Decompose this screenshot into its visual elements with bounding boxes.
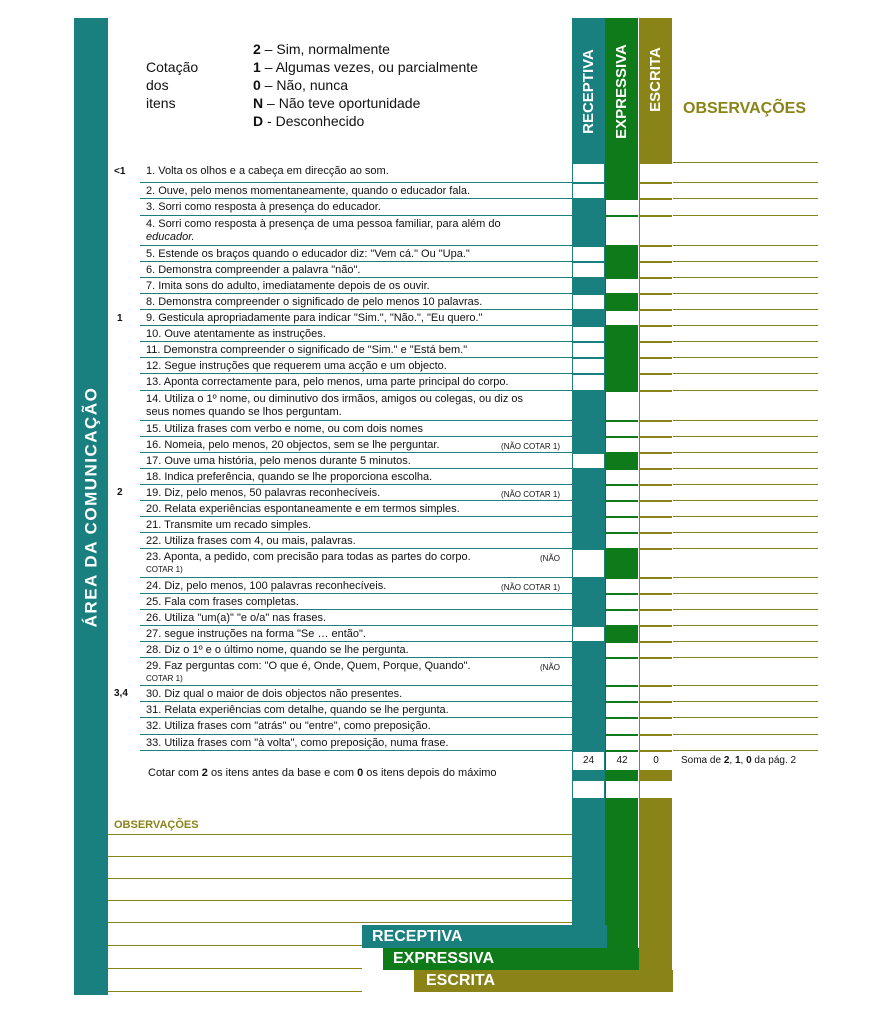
item-text: 19. Diz, pelo menos, 50 palavras reconhecíveis. [146, 487, 381, 499]
observacao-line [673, 215, 818, 216]
soma-note: Soma de 2, 1, 0 da pág. 2 [681, 755, 797, 766]
score-cell[interactable] [640, 703, 672, 717]
item-row [146, 393, 566, 421]
observacao-line [673, 261, 818, 262]
item-row [146, 688, 566, 702]
score-cell[interactable] [606, 736, 638, 750]
item-row [146, 312, 566, 326]
row-divider [140, 357, 572, 358]
extra-expressiva-cell [606, 781, 638, 798]
area-label-container [74, 18, 108, 995]
item-row [146, 503, 566, 517]
item-row [146, 248, 566, 262]
score-cell[interactable] [606, 534, 638, 548]
score-cell[interactable] [640, 659, 672, 685]
item-text: 31. Relata experiências com detalhe, quando se lhe pergunta. [146, 704, 449, 716]
item-text: 16. Nomeia, pelo menos, 20 objectos, sem se lhe perguntar. [146, 439, 440, 451]
score-cell[interactable] [606, 518, 638, 532]
score-cell[interactable] [606, 502, 638, 516]
score-cell[interactable] [573, 327, 604, 341]
row-divider [140, 277, 572, 278]
score-cell[interactable] [606, 279, 638, 293]
observacao-line [673, 420, 818, 421]
score-cell[interactable] [573, 263, 604, 277]
observacao-line [673, 373, 818, 374]
item-row [146, 344, 566, 358]
item-row [146, 580, 566, 594]
bottom-observacoes-title: OBSERVAÇÕES [114, 819, 199, 831]
score-cell[interactable] [606, 200, 638, 215]
row-divider [140, 734, 572, 735]
item-text: 23. Aponta, a pedido, com precisão para todas as partes do corpo. [146, 551, 471, 563]
item-text: 17. Ouve uma história, pelo menos durante 5 minutos. [146, 455, 411, 467]
item-note: (NÃO [540, 663, 560, 672]
row-divider [140, 685, 572, 686]
item-text: 9. Gesticula apropriadamente para indicar "Sim.", "Não.", "Eu quero." [146, 312, 483, 324]
bottom-observacao-line [108, 878, 572, 879]
item-note: (NÃO COTAR 1) [501, 442, 560, 451]
item-row [146, 487, 566, 501]
bottom-observacao-line [108, 991, 362, 992]
observacoes-header: OBSERVAÇÕES [683, 100, 806, 117]
score-cell[interactable] [640, 200, 672, 215]
item-note: (NÃO COTAR 1) [501, 583, 560, 592]
row-divider [140, 750, 572, 751]
score-cell[interactable] [573, 627, 604, 641]
score-cell[interactable] [606, 217, 638, 245]
observacao-line [673, 734, 818, 735]
row-divider [140, 293, 572, 294]
legend-entry: 2 – Sim, normalmente [253, 41, 390, 57]
legend-entry: 1 – Algumas vezes, ou parcialmente [253, 59, 478, 75]
observacao-line [673, 325, 818, 326]
observacao-line [673, 701, 818, 702]
score-cell[interactable] [606, 486, 638, 500]
score-cell[interactable] [640, 359, 672, 373]
item-row [146, 439, 566, 453]
score-cell[interactable] [640, 518, 672, 532]
bottom-observacao-line [108, 968, 362, 969]
score-cell[interactable] [640, 375, 672, 390]
score-cell[interactable] [640, 502, 672, 516]
observacao-line [673, 516, 818, 517]
legend-label: Cotação dos itens [146, 59, 199, 111]
score-cell[interactable] [640, 392, 672, 420]
item-row [146, 471, 566, 485]
cotar-note: Cotar com 2 os itens antes da base e com 0 os itens depois do máximo [148, 767, 497, 779]
score-cell[interactable] [606, 659, 638, 685]
item-text: 13. Aponta correctamente para, pelo menos, uma parte principal do corpo. [146, 376, 509, 388]
item-text: 21. Transmite um recado simples. [146, 519, 312, 531]
score-cell[interactable] [640, 687, 672, 701]
item-text: 30. Diz qual o maior de dois objectos não presentes. [146, 688, 403, 700]
row-divider [140, 215, 572, 216]
item-row [146, 535, 566, 549]
area-label: ÁREA DA COMUNICAÇÃO [81, 386, 100, 627]
observacao-line [673, 532, 818, 533]
item-row [146, 455, 566, 469]
row-divider [140, 198, 572, 199]
observacao-line [673, 625, 818, 626]
score-cell[interactable] [640, 486, 672, 500]
item-text: 24. Diz, pelo menos, 100 palavras reconhecíveis. [146, 580, 387, 592]
item-text-continued: COTAR 1) [146, 673, 183, 683]
expressiva-header: EXPRESSIVA [613, 44, 631, 139]
item-row [146, 551, 566, 578]
item-text: 18. Indica preferência, quando se lhe proporciona escolha. [146, 471, 433, 483]
score-cell[interactable] [640, 611, 672, 625]
legend-entry: 0 – Não, nunca [253, 77, 348, 93]
score-cell[interactable] [606, 392, 638, 420]
row-divider [140, 641, 572, 642]
row-divider [140, 245, 572, 246]
item-text: 3. Sorri como resposta à presença do educador. [146, 201, 381, 213]
row-divider [140, 701, 572, 702]
score-cell[interactable] [573, 359, 604, 373]
total-receptiva: 24 [582, 755, 595, 766]
row-divider [140, 373, 572, 374]
observacao-line [673, 390, 818, 391]
item-row [146, 264, 566, 278]
score-cell[interactable] [640, 550, 672, 577]
item-text: 29. Faz perguntas com: "O que é, Onde, Quem, Porque, Quando". [146, 660, 471, 672]
score-cell[interactable] [573, 454, 604, 468]
observacao-line [673, 436, 818, 437]
row-divider [140, 516, 572, 517]
score-cell[interactable] [640, 184, 672, 198]
item-row [146, 720, 566, 735]
score-cell[interactable] [640, 422, 672, 436]
item-text: 11. Demonstra compreender o significado de "Sim." e "Está bem." [146, 344, 468, 356]
item-text: 2. Ouve, pelo menos momentaneamente, quando o educador fala. [146, 185, 471, 197]
observacao-line [673, 577, 818, 578]
score-cell[interactable] [573, 164, 604, 182]
score-cell[interactable] [640, 736, 672, 750]
item-text: 14. Utiliza o 1º nome, ou diminutivo dos irmãos, amigos ou colegas, ou diz os [146, 393, 523, 405]
item-text-continued: educador. [146, 230, 195, 243]
row-divider [140, 625, 572, 626]
score-cell[interactable] [640, 719, 672, 734]
observacao-line [673, 162, 818, 163]
item-text: 27. segue instruções na forma "Se … então". [146, 628, 366, 640]
receptiva-header: RECEPTIVA [580, 49, 598, 134]
score-cell[interactable] [573, 247, 604, 261]
score-cell[interactable] [640, 627, 672, 641]
score-cell[interactable] [640, 295, 672, 309]
bottom-observacao-line [108, 856, 572, 857]
item-row [146, 596, 566, 610]
observacao-line [673, 468, 818, 469]
bottom-observacao-line [108, 900, 572, 901]
row-divider [140, 609, 572, 610]
row-divider [140, 309, 572, 310]
observacao-line [673, 593, 818, 594]
item-row [146, 660, 566, 686]
item-row [146, 296, 566, 310]
item-row [146, 644, 566, 658]
item-row [146, 185, 566, 199]
age-marker: <1 [114, 166, 126, 177]
item-text: 22. Utiliza frases com 4, ou mais, palavras. [146, 535, 356, 547]
score-cell[interactable] [640, 217, 672, 245]
score-cell[interactable] [640, 311, 672, 325]
score-cell[interactable] [573, 375, 604, 390]
row-divider [140, 593, 572, 594]
score-cell[interactable] [640, 595, 672, 609]
item-text: 32. Utiliza frases com "atrás" ou "entre", como preposição. [146, 720, 431, 732]
score-cell[interactable] [606, 311, 638, 325]
expressiva-band: EXPRESSIVA [383, 948, 639, 970]
observacao-line [673, 500, 818, 501]
score-cell[interactable] [573, 295, 604, 309]
row-divider [140, 390, 572, 391]
age-marker: 3,4 [114, 688, 128, 699]
observacao-line [673, 657, 818, 658]
observacao-line [673, 750, 818, 751]
bottom-observacao-line [108, 945, 362, 946]
observacao-line [673, 641, 818, 642]
row-divider [140, 484, 572, 485]
row-divider [140, 261, 572, 262]
item-text-continued: COTAR 1) [146, 564, 183, 574]
item-row [146, 328, 566, 342]
age-marker: 1 [117, 313, 123, 324]
item-row [146, 280, 566, 294]
item-text: 1. Volta os olhos e a cabeça em direcção ao som. [146, 165, 389, 177]
extra-receptiva-cell [573, 781, 604, 798]
item-text: 33. Utiliza frases com "à volta", como preposição, numa frase. [146, 737, 449, 749]
row-divider [140, 657, 572, 658]
total-escrita: 0 [653, 755, 659, 766]
score-cell[interactable] [573, 343, 604, 357]
score-cell[interactable] [606, 703, 638, 717]
score-cell[interactable] [640, 643, 672, 657]
row-divider [140, 182, 572, 183]
item-row [146, 165, 566, 183]
row-divider [140, 717, 572, 718]
row-divider [140, 325, 572, 326]
observacao-line [673, 548, 818, 549]
score-cell[interactable] [606, 422, 638, 436]
score-cell[interactable] [606, 687, 638, 701]
item-row [146, 519, 566, 533]
receptiva-band: RECEPTIVA [362, 925, 607, 948]
row-divider [140, 548, 572, 549]
legend-entry: N – Não teve oportunidade [253, 95, 421, 111]
score-cell[interactable] [640, 438, 672, 452]
score-cell[interactable] [640, 343, 672, 357]
item-text: 25. Fala com frases completas. [146, 596, 299, 608]
legend-entry: D - Desconhecido [253, 113, 365, 129]
item-row [146, 360, 566, 374]
bottom-observacao-line [108, 834, 572, 835]
row-divider [140, 420, 572, 421]
score-cell[interactable] [640, 263, 672, 277]
score-cell[interactable] [573, 184, 604, 198]
item-text: 8. Demonstra compreender o significado de pelo menos 10 palavras. [146, 296, 483, 308]
item-row [146, 201, 566, 216]
score-cell[interactable] [640, 279, 672, 293]
row-divider [140, 341, 572, 342]
item-note: (NÃO COTAR 1) [501, 490, 560, 499]
observacao-line [673, 293, 818, 294]
item-text: 7. Imita sons do adulto, imediatamente depois de os ouvir. [146, 280, 430, 292]
score-cell[interactable] [606, 579, 638, 593]
item-row [146, 704, 566, 718]
observacao-line [673, 452, 818, 453]
item-text: 28. Diz o 1º e o último nome, quando se lhe pergunta. [146, 644, 409, 656]
item-text: 20. Relata experiências espontaneamente e em termos simples. [146, 503, 460, 515]
item-row [146, 737, 566, 751]
legend-entries [253, 40, 478, 130]
score-cell[interactable] [640, 247, 672, 261]
bottom-observacao-line [108, 922, 572, 923]
observacao-line [673, 245, 818, 246]
score-cell[interactable] [606, 470, 638, 484]
score-cell[interactable] [606, 595, 638, 609]
item-row [146, 218, 566, 246]
total-expressiva: 42 [616, 755, 628, 766]
item-text: 15. Utiliza frases com verbo e nome, ou com dois nomes [146, 423, 423, 435]
item-text-continued: seus nomes quando se lhos perguntam. [146, 405, 342, 418]
row-divider [140, 452, 572, 453]
score-cell[interactable] [640, 327, 672, 341]
score-cell[interactable] [640, 470, 672, 484]
score-cell[interactable] [640, 164, 672, 182]
item-note: (NÃO [540, 554, 560, 563]
item-row [146, 612, 566, 626]
score-cell[interactable] [573, 550, 604, 577]
age-marker: 2 [117, 487, 123, 498]
item-text: 12. Segue instruções que requerem uma acção e um objecto. [146, 360, 447, 372]
row-divider [140, 532, 572, 533]
item-text: 6. Demonstra compreender a palavra "não". [146, 264, 361, 276]
observacao-line [673, 277, 818, 278]
observacao-line [673, 717, 818, 718]
observacao-line [673, 182, 818, 183]
escrita-band: ESCRITA [414, 970, 673, 992]
observacao-line [673, 309, 818, 310]
item-text: 10. Ouve atentamente as instruções. [146, 328, 326, 340]
row-divider [140, 436, 572, 437]
item-row [146, 376, 566, 391]
row-divider [140, 468, 572, 469]
score-cell[interactable] [606, 643, 638, 657]
observacao-line [673, 341, 818, 342]
score-cell[interactable] [640, 579, 672, 593]
observacao-line [673, 685, 818, 686]
extra-escrita-cell [640, 781, 672, 798]
escrita-header: ESCRITA [647, 47, 665, 112]
observacao-line [673, 609, 818, 610]
row-divider [140, 500, 572, 501]
score-cell[interactable] [606, 611, 638, 625]
observacao-line [673, 357, 818, 358]
item-text: 5. Estende os braços quando o educador diz: "Vem cá." Ou "Upa." [146, 248, 470, 260]
row-divider [140, 577, 572, 578]
item-row [146, 423, 566, 437]
item-text: 26. Utiliza "um(a)" "e o/a" nas frases. [146, 612, 327, 624]
observacao-line [673, 198, 818, 199]
score-cell[interactable] [640, 534, 672, 548]
score-cell[interactable] [606, 719, 638, 734]
score-cell[interactable] [640, 454, 672, 468]
item-row [146, 628, 566, 642]
item-text: 4. Sorri como resposta à presença de uma pessoa familiar, para além do [146, 218, 501, 230]
observacao-line [673, 484, 818, 485]
score-cell[interactable] [606, 438, 638, 452]
